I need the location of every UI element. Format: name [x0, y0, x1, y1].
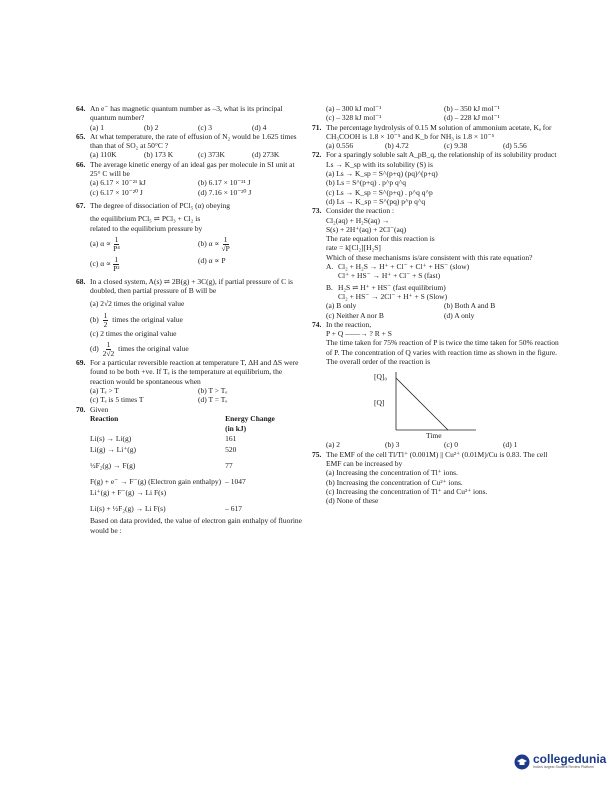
question-69: 69. For a particular reversible reaction at temperature T, ΔH and ΔS were found to be both +ve. If Tₑ is the temperature at equilibrium, the reaction would be spontaneous when (a) Tₑ > T (b) T > Tₑ (c) Tₑ is 5 times T (d) T = Tₑ: [76, 358, 299, 405]
graph-svg: [326, 368, 486, 440]
reaction-table: Reaction Energy Change (in kJ) Li(s) → Li(g) 161 Li(g) → Li⁺(g) 520 ½F₂(g) → F(g) 77 F(g) + e⁻ → F⁻(g) (Electron gain enthalpy) – 1047 Li⁺(g) + F⁻(g) → Li F(s) Li(s) + ½F₂(g) → Li F(s) – 617: [90, 414, 279, 514]
question-70: 70. Given: [76, 404, 109, 414]
graph-x-label: Time: [426, 431, 442, 441]
table-row: ½F₂(g) → F(g) 77: [90, 461, 233, 471]
question-74: 74. In the reaction, P + Q ——→ ? R + S The time taken for 75% reaction of P is twice the time taken for 50% reaction of P. The concentration of Q varies with reaction time as shown in the figure. The overall order of the reaction is: [312, 319, 559, 367]
question-72: 72. For a sparingly soluble salt A_pB_q, the relationship of its solubility product Ls → K_sp with its solubility (S) is (a) Ls → K_sp = S^(p+q) (pq)^(p+q) (b) Ls = S^(p+q) . p^p q^q (c) Ls → K_sp = S^(p+q) . p^q q^p (d) Ls → K_sp = S^(pq) p^p q^q: [312, 150, 557, 206]
question-65: 65. At what temperature, the rate of effusion of N₂ would be 1.625 times than that of SO₂ at 50°C ? (a) 110K (b) 173 K (c) 373K (d) 273K: [76, 132, 306, 160]
graph-y-label-initial: [Q]₀: [374, 372, 388, 382]
question-68: 68. In a closed system, A(s) ⇌ 2B(g) + 3C(g), if partial pressure of C is doubled, then partial pressure of B will be (a) 2√2 times the original value (b) $\frac{1}{2}$ times the original value (c) 2 times the original value (d) $\frac{1}{2√2}$ times the original value: [76, 276, 293, 359]
table-row: Li⁺(g) + F⁻(g) → Li F(s): [90, 487, 167, 497]
decay-line: [396, 378, 448, 430]
concentration-time-graph: [326, 368, 486, 440]
question-64: 64. An e⁻ has magnetic quantum number as –3, what is its principal quantum number? (a) 1 (b) 2 (c) 3 (d) 4: [76, 104, 306, 132]
question-73: 73. Consider the reaction : Cl₂(aq) + H₂S(aq) → S(s) + 2H⁺(aq) + 2Cl⁻(aq) The rate equation for this reaction is rate = k[Cl₂][H₂S] Which of these mechanisms is/are consistent with this rate equation? A. Cl₂ + H₂S → H⁺ + Cl⁻ + Cl⁺ + HS⁻ (slow) Cl⁺ + HS⁻ → H⁺ + Cl⁻ + S (fast) B. H₂S ⇌ H⁺ + HS⁻ (fast equilibrium) Cl₂ + HS⁻ → 2Cl⁻ + H⁺ + S (Slow) (a) B only (b) Both A and B (c) Neither A nor B (d) A only: [312, 206, 533, 320]
options-70: (a) – 300 kJ mol⁻¹ (b) – 350 kJ mol⁻¹ (c) – 328 kJ mol⁻¹ (d) – 228 kJ mol⁻¹: [326, 104, 500, 123]
brand-tagline: India's largest Student Review Platform: [533, 765, 594, 769]
table-row: Li(g) → Li⁺(g) 520: [90, 444, 237, 454]
table-row: F(g) + e⁻ → F⁻(g) (Electron gain enthalpy) – 1047: [90, 477, 246, 487]
graduation-cap-icon: [514, 754, 530, 770]
question-67: 67. The degree of dissociation of PCl₅ (α) obeying the equilibrium PCl₅ ⇌ PCl₃ + Cl₂ is related to the equilibrium pressure by (a) α ∝ $\frac{1}{\text{P⁴}}$ (b) α ∝ $\frac{1}{√P}$ (c) α ∝ $\frac{1}{\text{P²}}$ (d) α ∝ P: [76, 200, 231, 273]
question-66: 66. The average kinetic energy of an ideal gas per molecule in SI unit at 25° C will be (a) 6.17 × 10⁻²¹ kJ (b) 6.17 × 10⁻²¹ J (c) 6.17 × 10⁻²⁰ J (d) 7.16 × 10⁻²⁰ J: [76, 159, 295, 197]
graph-y-label: [Q]: [374, 398, 385, 408]
collegedunia-logo: [514, 753, 606, 770]
left-column: 64. An e⁻ has magnetic quantum number as –3, what is its principal quantum number? (a) 1 (b) 2 (c) 3 (d) 4 65. At what temperature, the rate of effusion of N₂ would be 1.625 times than that of SO₂ at 50°C ? (a) 110K (b) 173 K (c) 373K (d) 273K 66. The average kinetic energy of an ideal gas per molecule in SI unit at 25° C will be (a) 6.17 × 10⁻²¹ kJ (b) 6.17 × 10⁻²¹ J (c) 6.17 × 10⁻²⁰ J (d) 7.16 × 10⁻²⁰ J 67. The degree of dissociation of PCl₅ (α) obeying the equilibrium PCl₅ ⇌ PCl₃ + Cl₂ is related to the equilibrium pressure by (a) α ∝ $\frac{1}{\text{P⁴}}$ (b) α ∝ $\frac{1}{√P}$ (c) α ∝ $\frac{1}{\text{P²}}$ (d) α ∝ P 68. In a closed system, A(s) ⇌ 2B(g) + 3C(g), if partial pressure of C is doubled, then partial pressure of B will be (a) 2√2 times the original value (b) $\frac{1}{2}$ times the original value (c) 2 times the original value (d) $\frac{1}{2√2}$ times the original value 69. For a particular reversible reaction at temperature T, ΔH and ΔS were found to be both +ve. If Tₑ is the temperature at equilibrium, the reaction would be spontaneous when (a) Tₑ > T (b) T > Tₑ (c) Tₑ is 5 times T (d) T = Tₑ 70. Given Reaction Energy Change (in kJ) Li(s) → Li(g) 161 Li(g) → Li⁺(g) 520 ½F₂(g) → F(g) 77 F(g) + e⁻ → F⁻(g) (Electron gain enthalpy) – 1047 Li⁺(g) + F⁻(g) → Li F(s) Li(s) + ½F₂(g) → Li F(s) – 617 Based on data provided, the value of electron gain enthalpy of fluorine would be :: [76, 104, 306, 535]
question-71: 71. The percentage hydrolysis of 0.15 M solution of ammonium acetate, Kₐ for CH₃COOH is 1.8 × 10⁻⁵ and K_b for NH₃ is 1.8 × 10⁻⁵ (a) 0.556 (b) 4.72 (c) 9.38 (d) 5.56: [312, 122, 552, 151]
table-row: Li(s) → Li(g) 161: [90, 434, 237, 444]
right-column: [312, 104, 562, 505]
table-row: Li(s) + ½F₂(g) → Li F(s) – 617: [90, 503, 242, 513]
question-75: 75. The EMF of the cell Tl/Tl⁺ (0.001M) || Cu²⁺ (0.01M)/Cu is 0.83. The cell EMF can be increased by (a) Increasing the concentration of Tl⁺ ions. (b) Increasing the concentration of Cu²⁺ ions. (c) Increasing the concentration of Tl⁺ and Cu²⁺ ions. (d) None of these: [312, 449, 548, 506]
options-74: (a) 2 (b) 3 (c) 0 (d) 1: [326, 440, 518, 450]
options-65: (a) 110K (b) 173 K (c) 373K (d) 273K: [90, 150, 280, 160]
brand-name: collegedunia: [533, 752, 607, 766]
options-64: (a) 1 (b) 2 (c) 3 (d) 4: [90, 122, 267, 132]
